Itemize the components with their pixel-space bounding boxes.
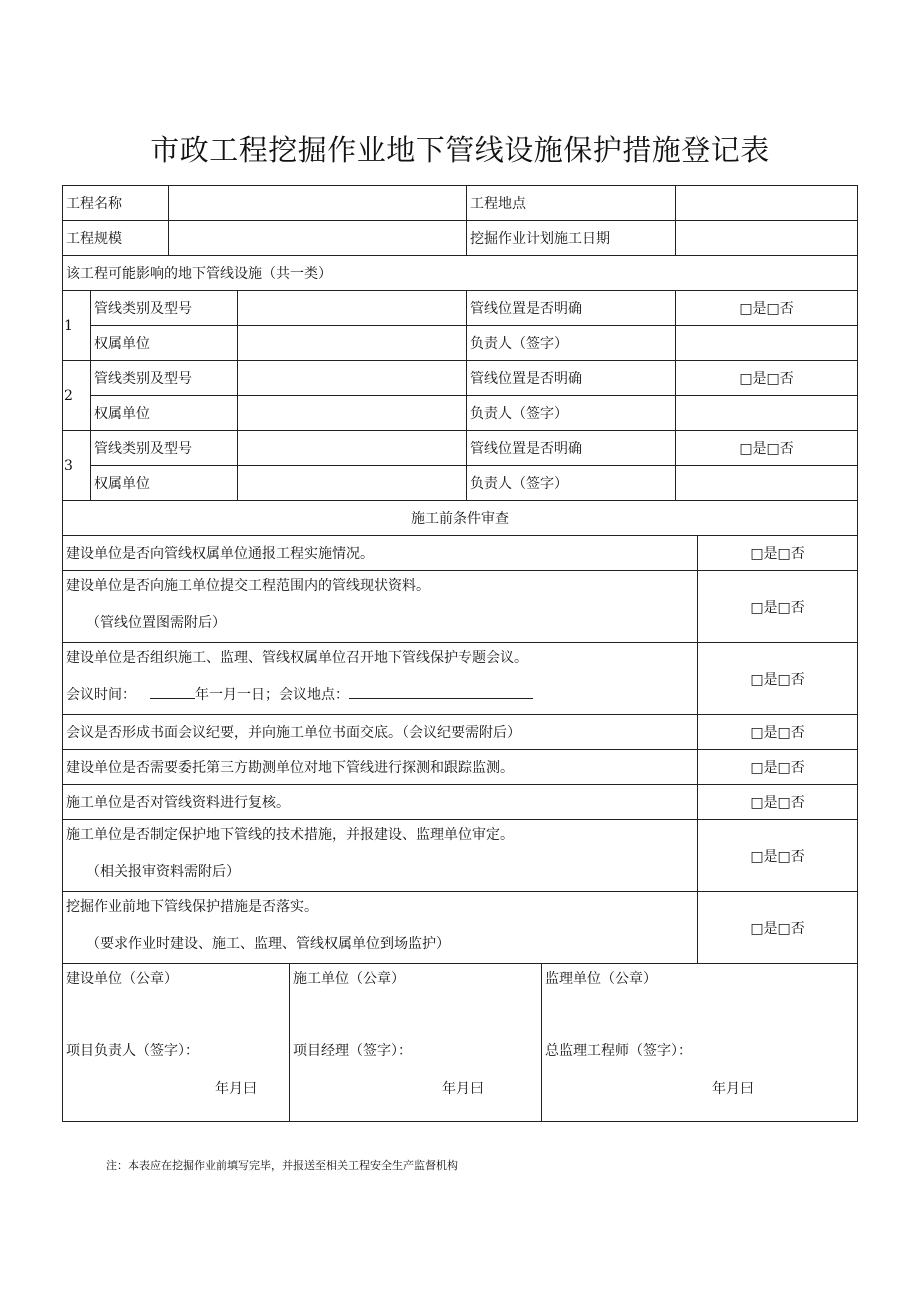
location-clear-label: 管线位置是否明确 — [467, 291, 676, 326]
meeting-time-label: 会议时间： — [66, 687, 136, 703]
registration-form-table — [62, 185, 858, 1122]
project-name-field[interactable] — [169, 186, 467, 221]
project-location-label: 工程地点 — [467, 186, 676, 221]
check-item-text: 施工单位是否对管线资料进行复核。 — [63, 785, 698, 820]
project-name-label: 工程名称 — [63, 186, 169, 221]
project-location-field[interactable] — [676, 186, 858, 221]
project-scale-field[interactable] — [169, 221, 467, 256]
pipeline-row-number: 3 — [63, 431, 91, 501]
meeting-info-line — [66, 684, 694, 704]
meeting-year-blank[interactable] — [150, 684, 195, 699]
page-title: 市政工程挖掘作业地下管线设施保护措施登记表 — [150, 133, 770, 167]
check-item-subnote: （要求作业时建设、施工、监理、管线权属单位到场监护） — [86, 936, 450, 952]
footnote: 注：本表应在挖掘作业前填写完毕，并报送至相关工程安全生产监督机构 — [106, 1159, 458, 1172]
check-item-text: 建设单位是否需要委托第三方勘测单位对地下管线进行探测和跟踪监测。 — [63, 750, 698, 785]
unit-seal-label: 施工单位（公章） — [293, 971, 405, 987]
review-section-heading: 施工前条件审查 — [63, 501, 858, 536]
check-item-line: 建设单位是否组织施工、监理、管线权属单位召开地下管线保护专题会议。 — [66, 650, 528, 666]
responsible-person-label: 负责人（签字） — [467, 466, 676, 501]
supervisor-signature-box[interactable] — [542, 964, 858, 1122]
pipeline-type-field[interactable] — [238, 361, 467, 396]
signature-date: 年月曰 — [712, 1081, 755, 1097]
signer-label: 总监理工程师（签字）： — [545, 1043, 693, 1059]
location-clear-label: 管线位置是否明确 — [467, 431, 676, 466]
check-yes-no[interactable]: □是□否 — [698, 643, 858, 715]
check-item-text: 会议是否形成书面会议纪要，并向施工单位书面交底。（会议纪要需附后） — [63, 715, 698, 750]
owner-unit-label: 权属单位 — [91, 326, 238, 361]
check-item-subnote: （管线位置图需附后） — [86, 615, 226, 631]
responsible-person-field[interactable] — [676, 466, 858, 501]
check-item-subnote: （相关报审资料需附后） — [86, 864, 240, 880]
check-yes-no[interactable]: □是□否 — [698, 892, 858, 964]
pipeline-type-field[interactable] — [238, 431, 467, 466]
check-item-text — [63, 892, 698, 964]
location-clear-checkbox[interactable]: □是□否 — [676, 361, 858, 396]
location-clear-label: 管线位置是否明确 — [467, 361, 676, 396]
check-yes-no[interactable]: □是□否 — [698, 715, 858, 750]
pipeline-row-number: 2 — [63, 361, 91, 431]
pipeline-type-label: 管线类别及型号 — [91, 431, 238, 466]
project-scale-label: 工程规模 — [63, 221, 169, 256]
owner-unit-field[interactable] — [238, 326, 467, 361]
affected-facilities-heading: 该工程可能影响的地下管线设施（共一类） — [63, 256, 858, 291]
location-clear-checkbox[interactable]: □是□否 — [676, 431, 858, 466]
check-yes-no[interactable]: □是□否 — [698, 820, 858, 892]
owner-unit-label: 权属单位 — [91, 396, 238, 431]
meeting-location-blank[interactable] — [349, 684, 533, 699]
owner-unit-field[interactable] — [238, 396, 467, 431]
unit-seal-label: 监理单位（公章） — [545, 971, 658, 987]
contractor-signature-box[interactable] — [290, 964, 542, 1122]
responsible-person-label: 负责人（签字） — [467, 396, 676, 431]
signature-date: 年月曰 — [215, 1081, 257, 1097]
signer-label: 项目经理（签字）： — [293, 1043, 412, 1059]
check-item-text — [63, 643, 698, 715]
planned-date-label: 挖掘作业计划施工日期 — [467, 221, 676, 256]
meeting-date-label: 年一月一日；会议地点： — [195, 687, 349, 703]
check-yes-no[interactable]: □是□否 — [698, 785, 858, 820]
check-item-line: 施工单位是否制定保护地下管线的技术措施，并报建设、监理单位审定。 — [66, 827, 514, 843]
check-item-text — [63, 820, 698, 892]
check-yes-no[interactable]: □是□否 — [698, 750, 858, 785]
owner-unit-field[interactable] — [238, 466, 467, 501]
signature-date: 年月曰 — [442, 1081, 484, 1097]
check-item-text: 建设单位是否向管线权属单位通报工程实施情况。 — [63, 536, 698, 571]
check-item-text — [63, 571, 698, 643]
check-yes-no[interactable]: □是□否 — [698, 571, 858, 643]
check-yes-no[interactable]: □是□否 — [698, 536, 858, 571]
pipeline-row-number: 1 — [63, 291, 91, 361]
planned-date-field[interactable] — [676, 221, 858, 256]
responsible-person-field[interactable] — [676, 326, 858, 361]
check-item-line: 挖掘作业前地下管线保护措施是否落实。 — [66, 899, 318, 915]
check-item-line: 建设单位是否向施工单位提交工程范围内的管线现状资料。 — [66, 578, 430, 594]
responsible-person-field[interactable] — [676, 396, 858, 431]
pipeline-type-label: 管线类别及型号 — [91, 361, 238, 396]
responsible-person-label: 负责人（签字） — [467, 326, 676, 361]
pipeline-type-label: 管线类别及型号 — [91, 291, 238, 326]
unit-seal-label: 建设单位（公章） — [66, 971, 178, 987]
construction-unit-signature-box[interactable] — [63, 964, 290, 1122]
location-clear-checkbox[interactable]: □是□否 — [676, 291, 858, 326]
pipeline-type-field[interactable] — [238, 291, 467, 326]
signer-label: 项目负责人（签字）： — [66, 1043, 199, 1059]
owner-unit-label: 权属单位 — [91, 466, 238, 501]
